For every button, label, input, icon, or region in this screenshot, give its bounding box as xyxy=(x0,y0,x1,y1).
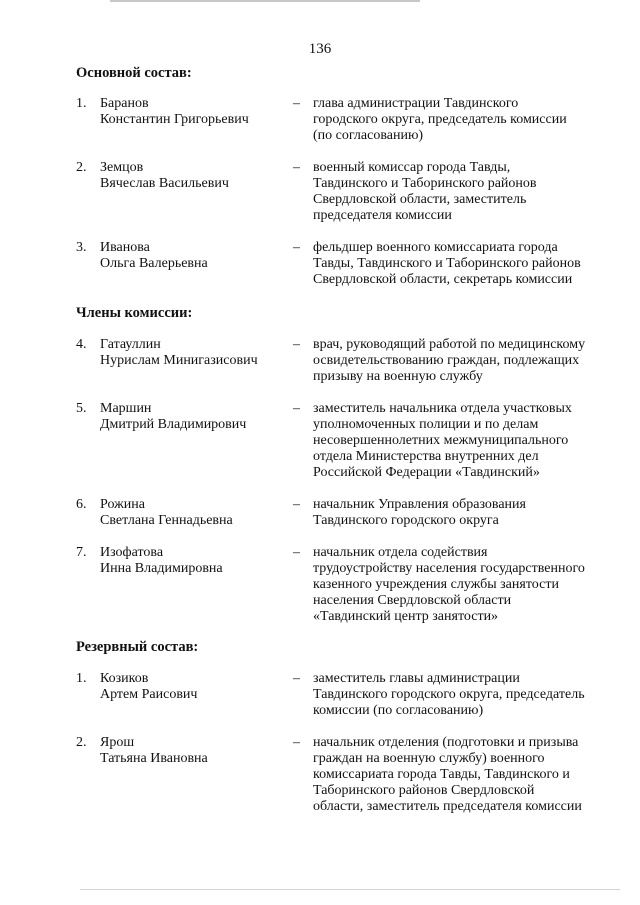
separator-dash: – xyxy=(293,160,300,175)
role-line: начальник отдела содействия xyxy=(313,545,488,560)
separator-dash: – xyxy=(293,401,300,416)
member-given-name: Ольга Валерьевна xyxy=(100,256,208,271)
role-line: населения Свердловской области xyxy=(313,593,512,608)
separator-dash: – xyxy=(293,735,300,750)
member-role xyxy=(313,160,616,224)
role-line: Тавдинского городского округа xyxy=(313,513,499,528)
member-role xyxy=(313,545,616,625)
member-given-name: Дмитрий Владимирович xyxy=(100,417,247,432)
member-surname: Иванова xyxy=(100,240,150,255)
member-name xyxy=(100,160,300,192)
section-title-reserve: Резервный состав: xyxy=(76,639,199,655)
member-name xyxy=(100,401,300,433)
role-line: комиссариата города Тавды, Тавдинского и xyxy=(313,767,570,782)
role-line: несовершеннолетних межмуниципального xyxy=(313,433,569,448)
member-role xyxy=(313,671,616,719)
role-line: начальник отделения (подготовки и призыва xyxy=(313,735,579,750)
role-line: Российской Федерации «Тавдинский» xyxy=(313,465,540,480)
member-given-name: Инна Владимировна xyxy=(100,561,223,576)
role-line: Свердловской области, секретарь комиссии xyxy=(313,272,573,287)
separator-dash: – xyxy=(293,497,300,512)
role-line: Свердловской области, заместитель xyxy=(313,192,527,207)
member-number: 5. xyxy=(76,401,87,416)
role-line: трудоустройству населения государственного xyxy=(313,561,585,576)
member-surname: Маршин xyxy=(100,401,152,416)
role-line: городского округа, председатель комиссии xyxy=(313,112,567,127)
member-name xyxy=(100,240,300,272)
role-line: заместитель начальника отдела участковых xyxy=(313,401,572,416)
role-line: заместитель главы администрации xyxy=(313,671,520,686)
role-line: Тавдинского и Таборинского районов xyxy=(313,176,537,191)
member-name xyxy=(100,545,300,577)
role-line: области, заместитель председателя комиссии xyxy=(313,799,582,814)
member-surname: Рожина xyxy=(100,497,145,512)
member-number: 3. xyxy=(76,240,87,255)
member-entry xyxy=(76,545,616,635)
role-line: отдела Министерства внутренних дел xyxy=(313,449,539,464)
member-given-name: Светлана Геннадьевна xyxy=(100,513,233,528)
member-number: 1. xyxy=(76,671,87,686)
member-name xyxy=(100,671,300,703)
member-role xyxy=(313,337,616,385)
role-line: (по согласованию) xyxy=(313,128,424,143)
member-role xyxy=(313,401,616,481)
role-line: председателя комиссии xyxy=(313,208,452,223)
member-given-name: Татьяна Ивановна xyxy=(100,751,208,766)
separator-dash: – xyxy=(293,545,300,560)
section-title-main: Основной состав: xyxy=(76,65,192,81)
member-name xyxy=(100,337,300,369)
member-number: 4. xyxy=(76,337,87,352)
role-line: начальник Управления образования xyxy=(313,497,526,512)
member-name xyxy=(100,497,300,529)
role-line: Таборинского районов Свердловской xyxy=(313,783,535,798)
member-role xyxy=(313,96,616,144)
member-number: 2. xyxy=(76,160,87,175)
role-line: граждан на военную службу) военного xyxy=(313,751,545,766)
member-number: 6. xyxy=(76,497,87,512)
separator-dash: – xyxy=(293,337,300,352)
member-role xyxy=(313,735,616,815)
member-given-name: Артем Раисович xyxy=(100,687,198,702)
role-line: уполномоченных полиции и по делам xyxy=(313,417,539,432)
member-number: 7. xyxy=(76,545,87,560)
member-surname: Изофатова xyxy=(100,545,164,560)
member-surname: Земцов xyxy=(100,160,144,175)
member-given-name: Константин Григорьевич xyxy=(100,112,249,127)
member-role xyxy=(313,240,616,288)
role-line: врач, руководящий работой по медицинскому xyxy=(313,337,586,352)
role-line: освидетельствованию граждан, подлежащих xyxy=(313,353,580,368)
separator-dash: – xyxy=(293,671,300,686)
member-surname: Козиков xyxy=(100,671,149,686)
member-number: 1. xyxy=(76,96,87,111)
member-name xyxy=(100,96,300,128)
member-entry xyxy=(76,160,616,250)
member-surname: Баранов xyxy=(100,96,149,111)
member-entry xyxy=(76,401,616,491)
section-title-members: Члены комиссии: xyxy=(76,305,193,321)
role-line: Тавдинского городского округа, председатель xyxy=(313,687,585,702)
scan-artifact-bottom xyxy=(80,889,620,890)
role-line: глава администрации Тавдинского xyxy=(313,96,519,111)
member-number: 2. xyxy=(76,735,87,750)
member-name xyxy=(100,735,300,767)
role-line: военный комиссар города Тавды, xyxy=(313,160,511,175)
page-number: 136 xyxy=(308,41,332,57)
member-role xyxy=(313,497,616,529)
role-line: призыву на военную службу xyxy=(313,369,483,384)
member-given-name: Нурислам Минигазисович xyxy=(100,353,258,368)
separator-dash: – xyxy=(293,240,300,255)
role-line: Тавды, Тавдинского и Таборинского районов xyxy=(313,256,581,271)
role-line: «Тавдинский центр занятости» xyxy=(313,609,499,624)
role-line: комиссии (по согласованию) xyxy=(313,703,484,718)
member-surname: Гатауллин xyxy=(100,337,161,352)
member-given-name: Вячеслав Васильевич xyxy=(100,176,229,191)
role-line: фельдшер военного комиссариата города xyxy=(313,240,558,255)
scan-artifact-top xyxy=(110,0,420,2)
role-line: казенного учреждения службы занятости xyxy=(313,577,559,592)
member-entry xyxy=(76,735,616,825)
separator-dash: – xyxy=(293,96,300,111)
member-surname: Ярош xyxy=(100,735,135,750)
